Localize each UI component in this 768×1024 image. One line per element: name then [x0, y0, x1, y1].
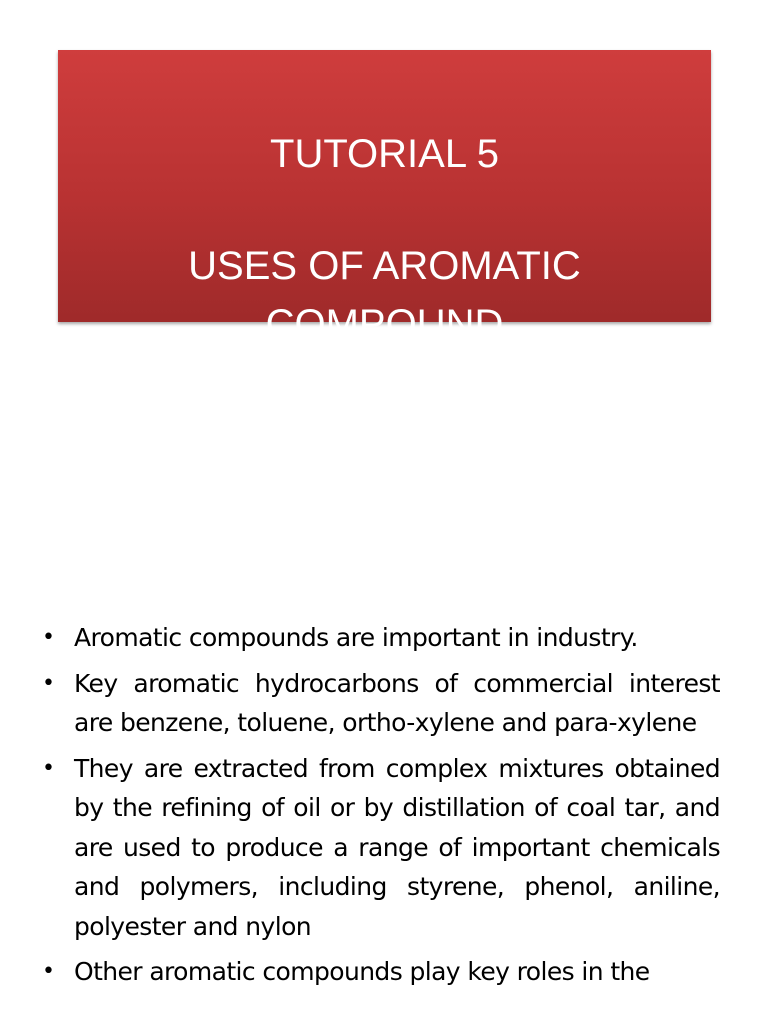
title-tutorial: TUTORIAL 5 — [270, 132, 499, 176]
bullet-item — [42, 952, 720, 992]
bullet-list — [42, 618, 720, 998]
bullet-icon: • — [42, 625, 55, 650]
bullet-icon: • — [42, 670, 55, 696]
bullet-text: Aromatic compounds are important in industry. — [74, 623, 638, 652]
bullet-icon: • — [42, 755, 55, 781]
bullet-item — [42, 749, 720, 947]
bullet-text: They are extracted from complex mixtures obtained by the refining of oil or by distillation of coal tar, and are used to produce a range of important chemicals and polymers, including styrene, phenol, aniline, polyester and nylon — [74, 753, 720, 941]
title-banner — [58, 50, 711, 346]
bullet-item — [42, 618, 720, 658]
bullet-text: Other aromatic compounds play key roles in the — [74, 957, 650, 986]
title-topic-line2: COMPOUND — [265, 302, 504, 346]
bullet-item — [42, 664, 720, 743]
title-topic-line1: USES OF AROMATIC — [188, 244, 581, 288]
bullet-icon: • — [42, 959, 55, 984]
bullet-text: Key aromatic hydrocarbons of commercial interest are benzene, toluene, ortho-xylene and para-xylene — [74, 668, 720, 737]
